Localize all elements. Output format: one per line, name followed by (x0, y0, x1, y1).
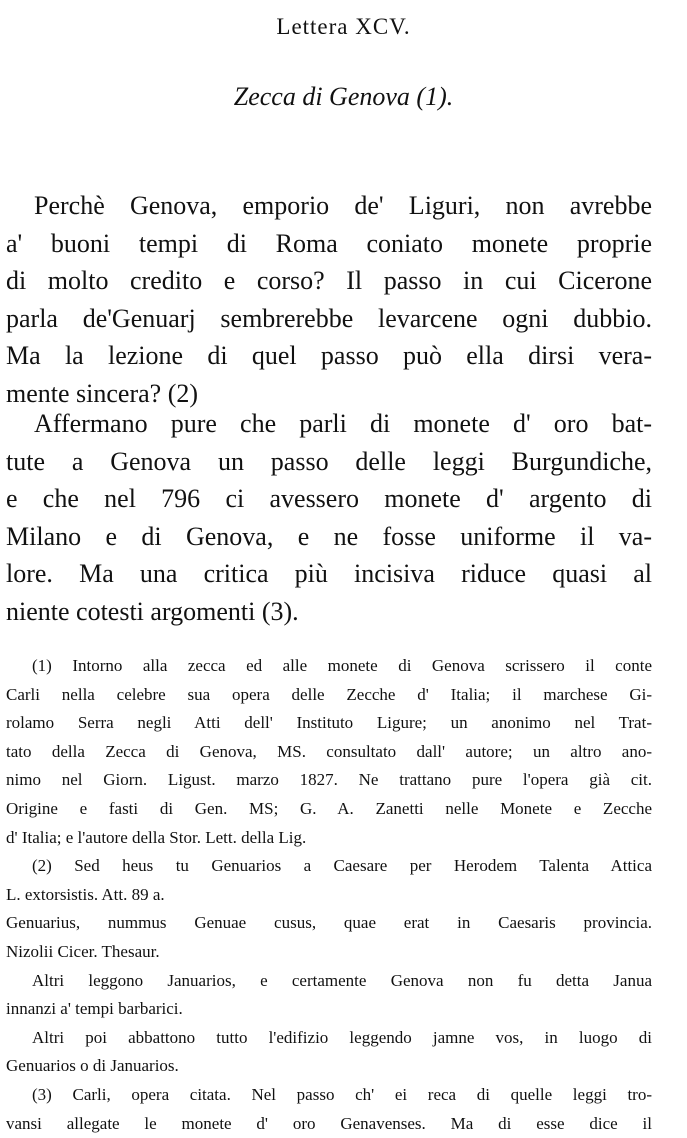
letter-subheading: Zecca di Genova (1). (0, 82, 687, 112)
footnote-line: nimo nel Giorn. Ligust. marzo 1827. Ne trattano pure l'opera già cit. (6, 766, 652, 795)
paragraph-line: a' buoni tempi di Roma coniato monete proprie (6, 225, 652, 263)
footnote-line: Altri leggono Januarios, e certamente Genova non fu detta Janua (6, 967, 652, 996)
footnote-line: (1) Intorno alla zecca ed alle monete di Genova scrissero il conte (6, 652, 652, 681)
paragraph-line: parla de'Genuarj sembrerebbe levarcene ogni dubbio. (6, 300, 652, 338)
footnote-line: L. extorsistis. Att. 89 a. (6, 881, 652, 910)
paragraph-line: Affermano pure che parli di monete d' oro bat- (6, 405, 652, 443)
paragraph-1 (6, 187, 652, 412)
paragraph-2 (6, 405, 652, 630)
footnote-line: (2) Sed heus tu Genuarios a Caesare per Herodem Talenta Attica (6, 852, 652, 881)
footnote-line: d' Italia; e l'autore della Stor. Lett. della Lig. (6, 824, 652, 853)
paragraph-line: niente cotesti argomenti (3). (6, 593, 652, 631)
footnote-line: Carli nella celebre sua opera delle Zecche d' Italia; il marchese Gi- (6, 681, 652, 710)
paragraph-line: lore. Ma una critica più incisiva riduce quasi al (6, 555, 652, 593)
footnote-line: Nizolii Cicer. Thesaur. (6, 938, 652, 967)
paragraph-line: Ma la lezione di quel passo può ella dirsi vera- (6, 337, 652, 375)
footnotes (6, 652, 652, 1138)
footnote-line: Genuarius, nummus Genuae cusus, quae erat in Caesaris provincia. (6, 909, 652, 938)
paragraph-line: tute a Genova un passo delle leggi Burgundiche, (6, 443, 652, 481)
paragraph-line: e che nel 796 ci avessero monete d' argento di (6, 480, 652, 518)
footnote-line: vansi allegate le monete d' oro Genavenses. Ma di esse dice il (6, 1110, 652, 1138)
footnote-line: rolamo Serra negli Atti dell' Instituto Ligure; un anonimo nel Trat- (6, 709, 652, 738)
footnote-line: Altri poi abbattono tutto l'edifizio leggendo jamne vos, in luogo di (6, 1024, 652, 1053)
footnote-line: Origine e fasti di Gen. MS; G. A. Zanetti nelle Monete e Zecche (6, 795, 652, 824)
paragraph-line: Milano e di Genova, e ne fosse uniforme il va- (6, 518, 652, 556)
paragraph-line: mente sincera? (2) (6, 375, 652, 413)
footnote-line: innanzi a' tempi barbarici. (6, 995, 652, 1024)
paragraph-line: di molto credito e corso? Il passo in cui Cicerone (6, 262, 652, 300)
footnote-line: Genuarios o di Januarios. (6, 1052, 652, 1081)
footnote-line: tato della Zecca di Genova, MS. consultato dall' autore; un altro ano- (6, 738, 652, 767)
letter-heading: Lettera XCV. (0, 14, 687, 40)
paragraph-line: Perchè Genova, emporio de' Liguri, non avrebbe (6, 187, 652, 225)
footnote-line: (3) Carli, opera citata. Nel passo ch' ei reca di quelle leggi tro- (6, 1081, 652, 1110)
